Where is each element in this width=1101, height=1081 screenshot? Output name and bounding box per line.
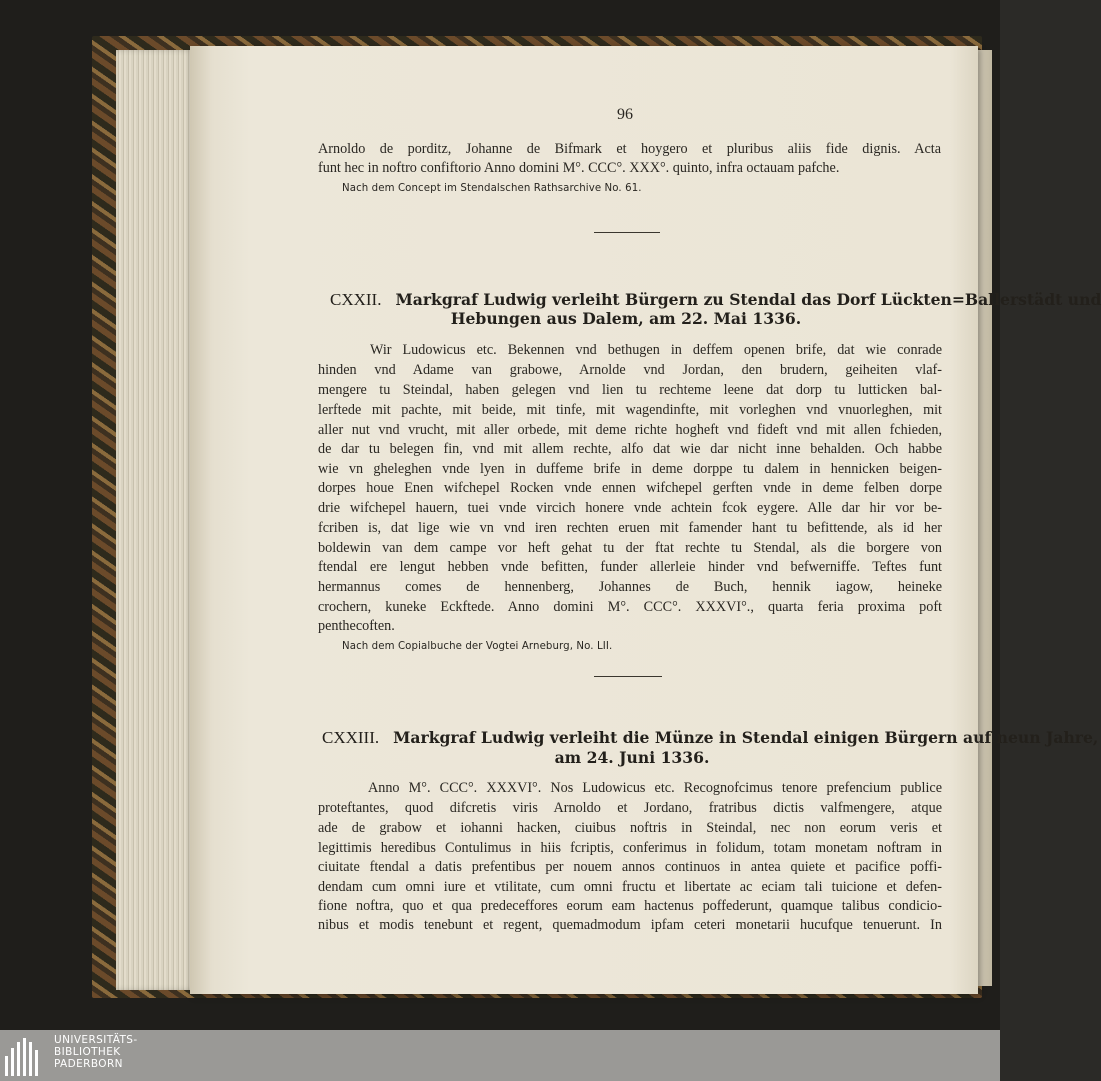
body-122-line-5: aller nut vnd vrucht, mit aller orbede, mit deme richte hogheft vnd fideft vnd mit allen fchieden, xyxy=(318,422,942,438)
body-122-line-14: crochern, kuneke Eckftede. Anno domini M°. CCC°. XXXVI°., quarta feria proxima poft xyxy=(318,599,942,615)
library-name-line2: BIBLIOTHEK xyxy=(54,1046,121,1058)
body-122-line-11: boldewin van dem campe vor heft gehat tu der ftat rechte tu Stendal, als die borgere von xyxy=(318,540,942,556)
section-heading-123 xyxy=(322,728,1098,748)
top-line-1: Arnoldo de porditz, Johanne de Bifmark et hoygero et pluribus aliis fide dignis. Acta xyxy=(318,141,941,157)
library-footer-bar xyxy=(0,1030,1000,1081)
body-122-line-13: hermannus comes de hennenberg, Johannes de Buch, hennik iagow, heineke xyxy=(318,579,942,595)
body-123-line-4: legittimis heredibus Contulimus in hiis fcriptis, conferimus in folidum, totam monetam noftram in xyxy=(318,840,942,856)
top-line-2: funt hec in noftro confiftorio Anno domini M°. CCC°. XXX°. quinto, infra octauam pafche. xyxy=(318,160,840,176)
library-logo-icon xyxy=(5,1038,43,1076)
body-122-line-6: de dar tu belegen fin, vnd mit allem rechte, alfo dat wie dar nicht inne behalden. Och habbe xyxy=(318,441,942,457)
section-divider xyxy=(594,232,660,233)
body-123-line-7: fione noftra, quo et qua predeceffores eorum eam hactenus poffederunt, quamque talibus condicio- xyxy=(318,898,942,914)
source-note-top: Nach dem Concept im Stendalschen Rathsarchive No. 61. xyxy=(342,183,642,194)
right-page-edge xyxy=(978,50,992,986)
section-divider xyxy=(594,676,662,677)
section-title-123-line1: Markgraf Ludwig verleiht die Münze in Stendal einigen Bürgern auf neun Jahre, xyxy=(393,728,1099,747)
body-123-line-8: nibus et modis tenebunt et regent, quemadmodum ipfam ceteri monetarii hucufque tenuerunt. In xyxy=(318,917,942,933)
library-name-line3: PADERBORN xyxy=(54,1058,123,1070)
section-title-122-line2: Hebungen aus Dalem, am 22. Mai 1336. xyxy=(450,309,802,328)
body-122-line-3: mengere tu Steindal, haben gelegen vnd lien tu rechteme leene dat dorp tu lutticken bal- xyxy=(318,382,942,398)
body-122-line-7: wie vn gheleghen vnde lyen in duffeme brife in deme dorppe tu dalem in hennicken beigen- xyxy=(318,461,942,477)
section-title-122-line1: Markgraf Ludwig verleiht Bürgern zu Stendal das Dorf Lückten=Ballerstädt und xyxy=(395,290,1101,309)
body-123-line-5: ciuitate ftendal a datis prefentibus per nouem annos continuos in antea quiete et pacifice poffi- xyxy=(318,859,942,875)
body-123-line-6: dendam cum omni iure et vtilitate, cum omni fructu et libertate ac eciam tali tuicione et defen- xyxy=(318,879,942,895)
section-heading-122 xyxy=(330,290,1101,310)
section-number-123: CXXIII. xyxy=(322,728,380,747)
section-number-122: CXXII. xyxy=(330,290,382,309)
body-122-line-9: drie wifchepel hauern, tuei vnde vircich honere vnde achtein fcok eygere. Alle dar hir vor be- xyxy=(318,500,942,516)
body-122-line-12: ftendal ere lengut hebben vnde befitten, funder allerleie hinder vnd befwerniffe. Teftes funt xyxy=(318,559,942,575)
body-122-last-line: penthecoften. xyxy=(318,618,395,634)
page-number: 96 xyxy=(617,106,633,123)
page-edges xyxy=(116,50,196,990)
body-122-line-8: dorpes houe Enen wifchepel Rocken vnde ennen wifchepel gerften vnde in deme felben dorpe xyxy=(318,480,942,496)
body-123-line-2: proteftantes, quod difcretis viris Arnoldo et Jordano, fratribus dictis valfmengere, atque xyxy=(318,800,942,816)
library-name-line1: UNIVERSITÄTS- xyxy=(54,1034,138,1046)
section-title-123-line2: am 24. Juni 1336. xyxy=(554,748,710,767)
body-122-line-1: Wir Ludowicus etc. Bekennen vnd bethugen in deffem openen brife, dat wie conrade xyxy=(370,342,942,358)
body-122-line-4: lerftede mit pachte, mit beide, mit tinfe, mit wagendinfte, mit vorleghen vnd vnuorleghen, mit xyxy=(318,402,942,418)
body-123-line-1: Anno M°. CCC°. XXXVI°. Nos Ludowicus etc. Recognofcimus tenore prefencium publice xyxy=(368,780,942,796)
source-note-122: Nach dem Copialbuche der Vogtei Arneburg, No. LII. xyxy=(342,641,613,652)
body-122-line-10: fcriben is, dat lige wie vn vnd iren rechten eruen mit famender hant tu befittende, als id her xyxy=(318,520,942,536)
body-122-line-2: hinden vnd Adame van grabowe, Arnolde vnd Jordan, den brudern, geiheiten vlaf- xyxy=(318,362,942,378)
body-123-line-3: ade de grabow et iohanni hacken, ciuibus noftris in Steindal, nec non eorum veris et xyxy=(318,820,942,836)
